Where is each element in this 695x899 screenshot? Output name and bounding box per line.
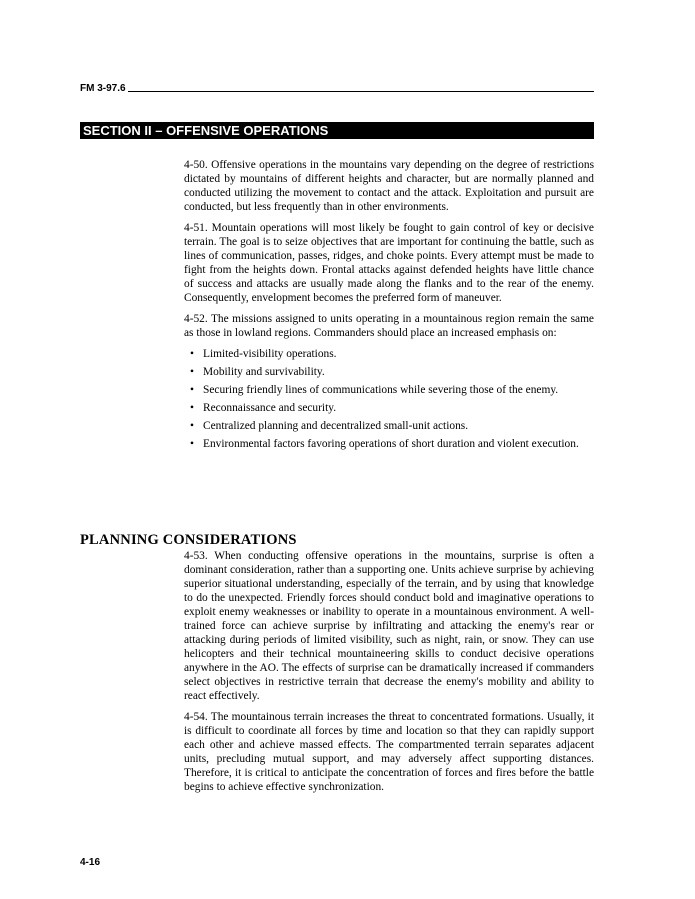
header-rule: [80, 91, 594, 92]
list-item: • Limited-visibility operations.: [190, 348, 337, 360]
subsection-heading: PLANNING CONSIDERATIONS: [80, 532, 297, 548]
paragraph-4-51: 4-51. Mountain operations will most likely be fought to gain control of key or decisive terrain. The goal is to seize objectives that are important for continuing the battle, such as lines of communication, passes, ridges, and choke points. Every attempt must be made to fight from the heights down. Frontal attacks against defended heights have little chance of success and attacks are usually made along the flanks and to the rear of the enemy. Consequently, envelopment becomes the preferred form of maneuver.: [184, 222, 594, 304]
section-title: SECTION II – OFFENSIVE OPERATIONS: [83, 123, 329, 138]
doc-id: FM 3-97.6: [80, 83, 126, 94]
text-column-bottom: [184, 549, 594, 801]
list-item: • Reconnaissance and security.: [190, 402, 337, 414]
page-number: 4-16: [80, 857, 101, 868]
paragraph-4-54: 4-54. The mountainous terrain increases the threat to concentrated formations. Usually, it is difficult to coordinate all forces by time and location so that they can rapidly support each other and achieve massed effects. The compartmented terrain separates adjacent units, precluding mutual support, and may adversely affect supporting distances. Therefore, it is critical to anticipate the concentration of forces and fires before the battle begins to achieve effective synchronization.: [184, 711, 594, 793]
paragraph-4-53: 4-53. When conducting offensive operations in the mountains, surprise is often a dominant consideration, rather than a supporting one. Units achieve surprise by achieving superior situational understanding, especially of the terrain, and by using that knowledge to do the unexpected. Friendly forces should conduct bold and imaginative operations to exploit enemy weaknesses or inability to operate in a mountainous environment. A well-trained force can achieve surprise by infiltrating and attacking the enemy's rear or attacking during periods of limited visibility, such as night, rain, or snow. They can use helicopters and their technical mountaineering skills to conduct decisive operations anywhere in the AO. The effects of surprise can be dramatically increased if commanders select objectives in restrictive terrain that decrease the enemy's mobility and ability to react effectively.: [184, 550, 594, 702]
list-item: • Securing friendly lines of communications while severing those of the enemy.: [190, 384, 559, 396]
emphasis-list: [184, 347, 594, 451]
running-header: [80, 83, 594, 95]
list-item: • Centralized planning and decentralized small-unit actions.: [190, 420, 469, 432]
list-item: • Mobility and survivability.: [190, 366, 325, 378]
list-item: • Environmental factors favoring operations of short duration and violent execution.: [190, 438, 579, 450]
paragraph-4-50: 4-50. Offensive operations in the mountains vary depending on the degree of restrictions dictated by mountains of different heights and character, but are normally planned and conducted utilizing the movement to contact and the attack. Exploitation and pursuit are conducted, but less frequently than in other environments.: [184, 159, 594, 213]
paragraph-4-52: 4-52. The missions assigned to units operating in a mountainous region remain the same as those in lowland regions. Commanders should place an increased emphasis on:: [184, 313, 594, 339]
section-heading-bar: [80, 122, 594, 139]
text-column-top: [184, 158, 594, 458]
